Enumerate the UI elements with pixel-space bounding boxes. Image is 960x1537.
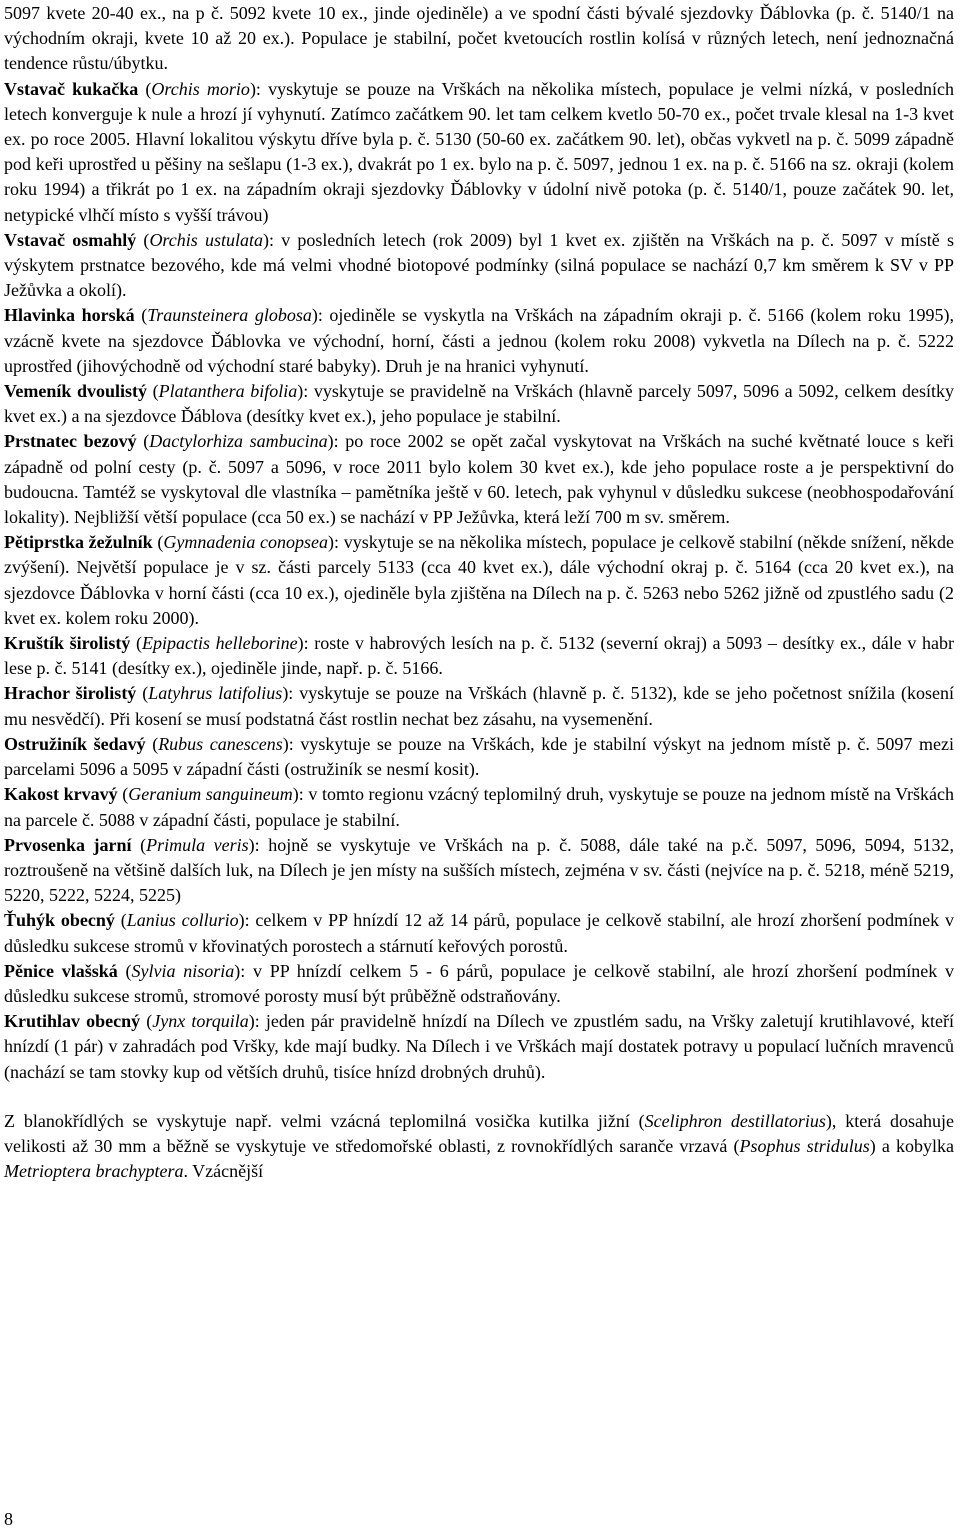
document-body <box>4 1 954 1184</box>
species-latin-name: Dactylorhiza sambucina <box>149 431 328 452</box>
paragraph <box>4 379 954 429</box>
document-page <box>4 0 954 1184</box>
paragraph <box>4 631 954 681</box>
paragraph <box>4 908 954 958</box>
species-latin-name: Latyhrus latifolius <box>148 683 283 704</box>
paragraph <box>4 77 954 228</box>
species-latin-name: Orchis morio <box>151 78 250 99</box>
paragraph-gap <box>4 1085 954 1109</box>
species-common-name: Prvosenka jarní <box>4 834 132 855</box>
paragraph-text: ( <box>131 834 147 855</box>
paragraph-text: ): celkem v PP hnízdí 12 až 14 párů, populace je celkově stabilní, ale hrozí zhoršení podmínek v důsledku sukcese stromů v křovinatých porostech a stárnutí keřových porostů. <box>4 910 955 956</box>
species-common-name: Vstavač osmahlý <box>4 229 137 250</box>
species-latin-name: Primula veris <box>146 834 249 855</box>
species-common-name: Hrachor širolistý <box>4 683 137 704</box>
paragraph <box>4 782 954 832</box>
species-latin-name: Traunsteinera globosa <box>147 305 312 326</box>
species-common-name: Krutihlav obecný <box>4 1011 141 1032</box>
paragraph-text: ): roste v habrových lesích na p. č. 5132 (severní okraj) a 5093 – desítky ex., dále v habr lese p. č. 5141 (desítky ex.), ojediněle jinde, např. p. č. 5166. <box>4 633 955 679</box>
paragraph-text: ): vyskytuje se pouze na Vrškách na několika místech, populace je velmi nízká, v posledních letech konverguje k nule a hrozí jí vyhynutí. Zatímco začátkem 90. let tam celkem kvetlo 50-70 ex., počet trvale klesal na 1-3 kvet ex. po roce 2005. Hlavní lokalitou výskytu dříve byla p. č. 5130 (50-60 ex. začátkem 90. let), občas vykvetl na p. č. 5099 západně pod keři uprostřed u pěšiny na sešlapu (1-3 ex.), dvakrát po 1 ex. bylo na p. č. 5097, jednou 1 ex. na p. č. 5166 na sz. okraji (kolem roku 1994) a třikrát po 1 ex. na západním okraji sjezdovky Ďáblovky v údolní nivě potoka (p. č. 5140/1, pouze začátek 90. let, netypické vlhčí místo s vyšší trávou) <box>4 78 954 225</box>
species-common-name: Pěnice vlašská <box>4 960 118 981</box>
paragraph <box>4 1009 954 1085</box>
paragraph-text: ): hojně se vyskytuje ve Vrškách na p. č. 5088, dále také na p.č. 5097, 5096, 5094, 5132, roztroušeně na většině dalších luk, na Dílech je jen místy na sušších místech, zejména v sv. části (nejvíce na p. č. 5218, méně 5219, 5220, 5222, 5224, 5225) <box>4 834 954 906</box>
paragraph <box>4 959 954 1009</box>
species-latin-name: Sceliphron destillatorius <box>644 1110 826 1131</box>
paragraph-text: ): vyskytuje se pouze na Vrškách (hlavně p. č. 5132), kde se jeho početnost snížila (kosení mu nesvědčí). Při kosení se musí podstatná část rostlin nechat bez zásahu, na vysemenění. <box>4 683 954 729</box>
paragraph <box>4 681 954 731</box>
paragraph-text: 5097 kvete 20-40 ex., na p č. 5092 kvete 10 ex., jinde ojediněle) a ve spodní části bývalé sjezdovky Ďáblovka (p. č. 5140/1 na východním okraji, kvete 10 až 20 ex.). Populace je stabilní, počet kvetoucích rostlin kolísá v různých letech, není jednoznačná tendence růstu/úbytku. <box>4 3 954 74</box>
species-latin-name: Orchis ustulata <box>149 229 263 250</box>
species-latin-name: Metrioptera brachyptera <box>4 1161 184 1182</box>
paragraph <box>4 228 954 304</box>
species-common-name: Hlavinka horská <box>4 305 135 326</box>
species-latin-name: Sylvia nisoria <box>131 960 235 981</box>
paragraph-text: ): po roce 2002 se opět začal vyskytovat na Vrškách na suché květnaté louce s keři západně od polní cesty (p. č. 5097 a 5096, v roce 2011 bylo kolem 30 kvet ex.), kde jeho populace roste a je perspektivní do budoucna. Tamtéž se vyskytoval dle vlastníka – pamětníka ještě v 60. letech, pak vyhynul v důsledku sukcese (neobhospodařování lokality). Nejbližší větší populace (cca 50 ex.) se nachází v PP Ježůvka, která leží 700 m sv. směrem. <box>4 431 954 528</box>
species-latin-name: Lanius collurio <box>126 910 239 931</box>
page-number: 8 <box>4 1509 13 1529</box>
paragraph <box>4 833 954 909</box>
paragraph <box>4 732 954 782</box>
paragraph-text: ): v tomto regionu vzácný teplomilný druh, vyskytuje se pouze na jednom místě na Vrškách na parcele č. 5088 v západní části, populace je stabilní. <box>4 784 954 830</box>
paragraph-text: ) a kobylka <box>869 1135 954 1156</box>
paragraph-text: ( <box>140 1011 153 1032</box>
paragraph-text: ( <box>136 683 149 704</box>
paragraph-text: ( <box>117 960 132 981</box>
species-latin-name: Geranium sanguineum <box>128 784 293 805</box>
paragraph <box>4 1 954 77</box>
paragraph-text: ( <box>136 229 150 250</box>
paragraph-text: ): vyskytuje se pouze na Vrškách, kde je stabilní výskyt na jednom místě p. č. 5097 mezi parcelami 5096 a 5095 v západní části (ostružiník se nesmí kosit). <box>4 733 954 780</box>
species-common-name: Prstnatec bezový <box>4 431 137 452</box>
paragraph-text: ( <box>147 381 159 402</box>
species-common-name: Pětiprstka žežulník <box>4 532 153 553</box>
paragraph-text: Z blanokřídlých se vyskytuje např. velmi vzácná teplomilná vosička kutilka jižní ( <box>4 1110 645 1131</box>
paragraph-text: ( <box>152 532 164 553</box>
paragraph-text: ), která dosahuje velikosti až 30 mm a běžně se vyskytuje ve středomořské oblasti, z rovnokřídlých saranče vrzavá ( <box>4 1110 955 1156</box>
species-latin-name: Psophus stridulus <box>739 1135 870 1156</box>
species-latin-name: Rubus canescens <box>158 733 283 754</box>
species-common-name: Vemeník dvoulistý <box>4 381 148 402</box>
paragraph-text: ): vyskytuje se na několika místech, populace je celkově stabilní (někde snížení, někde zvýšení). Největší populace je v sz. části parcely 5133 (cca 40 kvet ex.), dále východní okraj p. č. 5164 (cca 20 kvet ex.), na sjezdovce Ďáblovka v horní části (cca 10 ex.), ojediněle byla zjištěna na Dílech na p. č. 5263 nebo 5262 jižně od zpustlého sadu (2 kvet ex. kolem roku 2000). <box>4 532 955 628</box>
paragraph-text: ( <box>136 431 150 452</box>
paragraph-text: ): v posledních letech (rok 2009) byl 1 kvet ex. zjištěn na Vrškách na p. č. 5097 v místě s výskytem prstnatce bezového, kde má velmi vhodné biotopové podmínky (silná populace se nachází 0,7 km směrem k SV v PP Ježůvka a okolí). <box>4 229 955 301</box>
species-common-name: Ťuhýk obecný <box>4 910 115 931</box>
species-common-name: Kakost krvavý <box>4 784 118 805</box>
paragraph <box>4 429 954 530</box>
species-common-name: Ostružiník šedavý <box>4 733 146 754</box>
species-latin-name: Gymnadenia conopsea <box>163 532 329 553</box>
species-common-name: Kruštík širolistý <box>4 633 131 654</box>
paragraph-text: ): jeden pár pravidelně hnízdí na Dílech ve zpustlém sadu, na Vršky zaletují krutihlavové, kteří hnízdí (1 pár) v zahradách pod Vršky, kde mají budky. Na Dílech i ve Vrškách mají dostatek potravy u populací lučních mravenců (nachází se tam stovky kup od větších druhů, tisíce hnízd drobných druhů). <box>4 1011 955 1082</box>
species-latin-name: Epipactis helleborine <box>141 633 298 654</box>
paragraph-text: ( <box>130 633 142 654</box>
paragraph-text: ): v PP hnízdí celkem 5 - 6 párů, populace je celkově stabilní, ale hrozí zhoršení podmínek v důsledku sukcese stromů, stromové porosty musí být průběžně odstraňovány. <box>4 960 954 1006</box>
paragraph <box>4 1109 954 1185</box>
paragraph-text: ( <box>145 733 159 754</box>
paragraph <box>4 303 954 379</box>
paragraph-text: ): ojediněle se vyskytla na Vrškách na západním okraji p. č. 5166 (kolem roku 1995), vzácně kvete na sjezdovce Ďáblovka ve východní, horní, části a jednou (kolem roku 2008) vykvetla na Dílech na p. č. 5222 uprostřed (jihovýchodně od východní staré babyky). Druh je na hranici vyhynutí. <box>4 305 954 376</box>
paragraph-text: ( <box>138 78 152 99</box>
species-latin-name: Platanthera bifolia <box>158 381 298 402</box>
paragraph-text: ( <box>114 910 127 931</box>
species-latin-name: Jynx torquila <box>152 1011 249 1032</box>
paragraph <box>4 530 954 631</box>
paragraph-text: ( <box>117 784 129 805</box>
paragraph-text: ): vyskytuje se pravidelně na Vrškách (hlavně parcely 5097, 5096 a 5092, celkem desítky kvet ex.) a na sjezdovce Ďáblova (desítky kvet ex.), jeho populace je stabilní. <box>4 381 954 427</box>
paragraph-text: ( <box>134 305 148 326</box>
species-common-name: Vstavač kukačka <box>4 78 139 99</box>
paragraph-text: . Vzácnější <box>183 1161 264 1182</box>
